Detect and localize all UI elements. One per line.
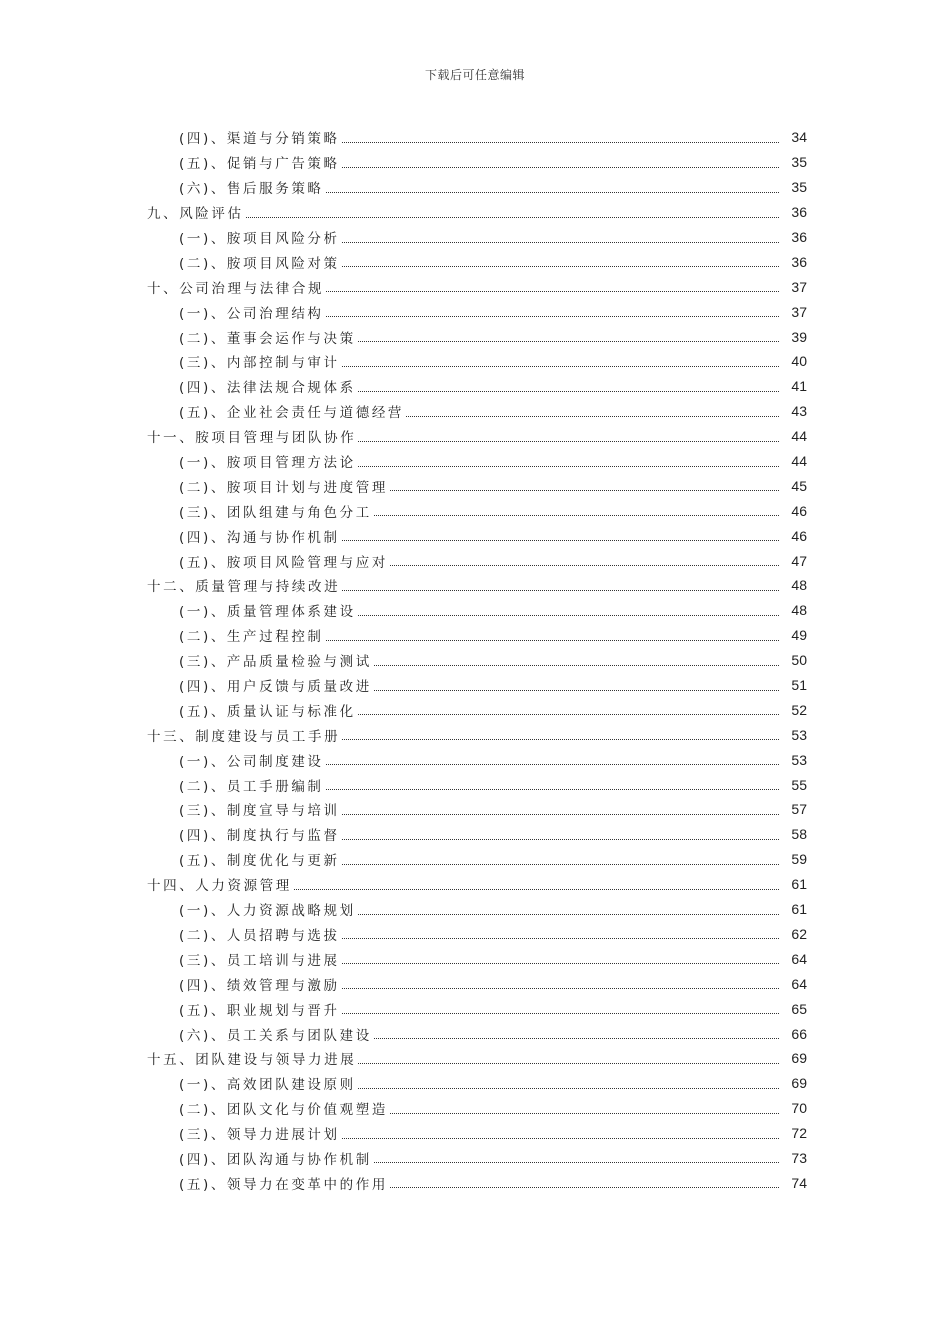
page-header: 下载后可任意编辑 xyxy=(424,68,525,82)
toc-page-number: 35 xyxy=(791,154,807,171)
toc-chapter-entry[interactable] xyxy=(0,573,950,598)
toc-entry-title: (三)、团队组建与角色分工 xyxy=(179,504,372,521)
toc-dot-leader xyxy=(326,640,779,641)
toc-section-entry[interactable] xyxy=(0,1071,950,1096)
toc-dot-leader xyxy=(342,988,779,989)
toc-page-number: 48 xyxy=(791,602,807,619)
toc-page-number: 64 xyxy=(791,975,807,992)
toc-page-number: 66 xyxy=(791,1025,807,1042)
toc-section-entry[interactable] xyxy=(0,772,950,797)
toc-page-number: 37 xyxy=(791,303,807,320)
toc-dot-leader xyxy=(358,1088,779,1089)
toc-page-number: 36 xyxy=(791,204,807,221)
toc-section-entry[interactable] xyxy=(0,747,950,772)
toc-page-number: 35 xyxy=(791,179,807,196)
toc-section-entry[interactable] xyxy=(0,971,950,996)
toc-section-entry[interactable] xyxy=(0,249,950,274)
toc-dot-leader xyxy=(358,441,779,442)
toc-entry-title: (四)、制度执行与监督 xyxy=(179,828,340,845)
toc-section-entry[interactable] xyxy=(0,523,950,548)
toc-page-number: 64 xyxy=(791,950,807,967)
toc-page-number: 53 xyxy=(791,751,807,768)
toc-section-entry[interactable] xyxy=(0,996,950,1021)
toc-page-number: 62 xyxy=(791,925,807,942)
toc-section-entry[interactable] xyxy=(0,1021,950,1046)
toc-page-number: 61 xyxy=(791,901,807,918)
toc-section-entry[interactable] xyxy=(0,324,950,349)
toc-entry-title: (一)、胺项目管理方法论 xyxy=(179,455,356,472)
toc-page-number: 40 xyxy=(791,353,807,370)
toc-dot-leader xyxy=(342,167,779,168)
toc-entry-title: (二)、胺项目风险对策 xyxy=(179,255,340,272)
toc-entry-title: (三)、产品质量检验与测试 xyxy=(179,654,372,671)
toc-dot-leader xyxy=(406,416,779,417)
toc-entry-title: (三)、员工培训与进展 xyxy=(179,952,340,969)
toc-dot-leader xyxy=(358,714,779,715)
toc-section-entry[interactable] xyxy=(0,548,950,573)
toc-dot-leader xyxy=(342,1138,779,1139)
toc-page-number: 36 xyxy=(791,229,807,245)
toc-entry-title: (一)、高效团队建设原则 xyxy=(179,1077,356,1094)
toc-chapter-entry[interactable] xyxy=(0,722,950,747)
toc-page-number: 59 xyxy=(791,851,807,868)
toc-page-number: 44 xyxy=(791,453,807,470)
toc-section-entry[interactable] xyxy=(0,897,950,922)
toc-entry-title: 十三、制度建设与员工手册 xyxy=(147,728,341,745)
toc-entry-title: (六)、员工关系与团队建设 xyxy=(179,1027,372,1044)
toc-page-number: 51 xyxy=(791,677,807,694)
toc-page-number: 72 xyxy=(791,1125,807,1142)
toc-section-entry[interactable] xyxy=(0,473,950,498)
toc-dot-leader xyxy=(342,1013,779,1014)
toc-dot-leader xyxy=(342,142,779,143)
toc-entry-title: (四)、用户反馈与质量改进 xyxy=(179,679,372,696)
toc-dot-leader xyxy=(326,316,779,317)
toc-page-number: 50 xyxy=(791,652,807,669)
toc-chapter-entry[interactable] xyxy=(0,424,950,449)
toc-chapter-entry[interactable] xyxy=(0,200,950,225)
toc-section-entry[interactable] xyxy=(0,175,950,200)
toc-dot-leader xyxy=(342,366,779,367)
toc-dot-leader xyxy=(358,914,779,915)
toc-page-number: 61 xyxy=(791,876,807,893)
toc-page-number: 69 xyxy=(791,1050,807,1067)
toc-dot-leader xyxy=(294,889,779,890)
toc-entry-title: (五)、制度优化与更新 xyxy=(179,853,340,870)
toc-section-entry[interactable] xyxy=(0,673,950,698)
toc-entry-title: (二)、员工手册编制 xyxy=(179,778,324,795)
toc-section-entry[interactable] xyxy=(0,225,950,250)
toc-page-number: 34 xyxy=(791,129,807,146)
toc-chapter-entry[interactable] xyxy=(0,274,950,299)
toc-entry-title: (一)、质量管理体系建设 xyxy=(179,604,356,621)
toc-entry-title: (五)、领导力在变革中的作用 xyxy=(179,1176,388,1193)
toc-entry-title: (五)、企业社会责任与道德经营 xyxy=(179,405,405,422)
toc-entry-title: 十五、团队建设与领导力进展 xyxy=(147,1052,357,1069)
toc-dot-leader xyxy=(390,565,779,566)
toc-dot-leader xyxy=(326,764,779,765)
toc-page-number: 37 xyxy=(791,278,807,295)
toc-entry-title: (三)、内部控制与审计 xyxy=(179,355,340,372)
toc-entry-title: (四)、沟通与协作机制 xyxy=(179,529,340,546)
toc-dot-leader xyxy=(374,1162,779,1163)
toc-dot-leader xyxy=(358,466,779,467)
toc-section-entry[interactable] xyxy=(0,623,950,648)
toc-section-entry[interactable] xyxy=(0,299,950,324)
toc-entry-title: 十一、胺项目管理与团队协作 xyxy=(147,430,357,447)
toc-section-entry[interactable] xyxy=(0,598,950,623)
toc-section-entry[interactable] xyxy=(0,1121,950,1146)
toc-section-entry[interactable] xyxy=(0,797,950,822)
toc-page-number: 55 xyxy=(791,776,807,793)
toc-entry-title: (五)、质量认证与标准化 xyxy=(179,703,356,720)
toc-dot-leader xyxy=(326,789,779,790)
toc-dot-leader xyxy=(342,739,779,740)
toc-section-entry[interactable] xyxy=(0,125,950,150)
toc-dot-leader xyxy=(342,540,779,541)
toc-section-entry[interactable] xyxy=(0,150,950,175)
toc-dot-leader xyxy=(342,864,779,865)
toc-dot-leader xyxy=(342,242,779,243)
toc-dot-leader xyxy=(358,615,779,616)
toc-entry-title: (一)、公司治理结构 xyxy=(179,305,324,322)
toc-dot-leader xyxy=(342,839,779,840)
table-of-contents xyxy=(0,125,950,1195)
toc-section-entry[interactable] xyxy=(0,449,950,474)
toc-page-number: 65 xyxy=(791,1000,807,1017)
toc-entry-title: (四)、绩效管理与激励 xyxy=(179,977,340,994)
toc-page-number: 53 xyxy=(791,726,807,743)
toc-dot-leader xyxy=(358,1063,779,1064)
toc-dot-leader xyxy=(374,1038,779,1039)
toc-dot-leader xyxy=(326,291,779,292)
toc-chapter-entry[interactable] xyxy=(0,1046,950,1071)
toc-section-entry[interactable] xyxy=(0,1146,950,1171)
toc-entry-title: (五)、职业规划与晋升 xyxy=(179,1002,340,1019)
toc-dot-leader xyxy=(342,938,779,939)
toc-page-number: 45 xyxy=(791,477,807,494)
toc-section-entry[interactable] xyxy=(0,349,950,374)
toc-entry-title: (一)、公司制度建设 xyxy=(179,753,324,770)
toc-dot-leader xyxy=(246,217,779,218)
toc-entry-title: (六)、售后服务策略 xyxy=(179,181,324,198)
toc-dot-leader xyxy=(358,391,779,392)
toc-page-number: 44 xyxy=(791,428,807,445)
toc-entry-title: (一)、人力资源战略规划 xyxy=(179,903,356,920)
toc-page-number: 52 xyxy=(791,701,807,718)
toc-page-number: 49 xyxy=(791,627,807,644)
toc-dot-leader xyxy=(326,192,779,193)
toc-entry-title: (二)、董事会运作与决策 xyxy=(179,330,356,347)
toc-entry-title: 十四、人力资源管理 xyxy=(147,878,292,895)
toc-entry-title: (二)、团队文化与价值观塑造 xyxy=(179,1102,388,1119)
toc-dot-leader xyxy=(342,814,779,815)
toc-section-entry[interactable] xyxy=(0,1096,950,1121)
toc-entry-title: (二)、胺项目计划与进度管理 xyxy=(179,479,388,496)
toc-page-number: 74 xyxy=(791,1174,807,1191)
toc-section-entry[interactable] xyxy=(0,922,950,947)
toc-dot-leader xyxy=(374,690,779,691)
toc-page-number: 46 xyxy=(791,527,807,544)
toc-entry-title: (二)、生产过程控制 xyxy=(179,629,324,646)
toc-dot-leader xyxy=(374,665,779,666)
toc-chapter-entry[interactable] xyxy=(0,872,950,897)
toc-page-number: 46 xyxy=(791,502,807,519)
toc-section-entry[interactable] xyxy=(0,498,950,523)
toc-page-number: 47 xyxy=(791,552,807,569)
toc-dot-leader xyxy=(358,341,779,342)
toc-page-number: 69 xyxy=(791,1075,807,1092)
toc-section-entry[interactable] xyxy=(0,399,950,424)
toc-section-entry[interactable] xyxy=(0,822,950,847)
toc-dot-leader xyxy=(390,490,779,491)
toc-page-number: 43 xyxy=(791,403,807,420)
toc-dot-leader xyxy=(342,266,779,267)
toc-section-entry[interactable] xyxy=(0,946,950,971)
toc-entry-title: (三)、领导力进展计划 xyxy=(179,1127,340,1144)
toc-entry-title: (一)、胺项目风险分析 xyxy=(179,231,340,247)
toc-entry-title: (三)、制度宣导与培训 xyxy=(179,803,340,820)
toc-page-number: 57 xyxy=(791,801,807,818)
toc-entry-title: 十二、质量管理与持续改进 xyxy=(147,579,341,596)
toc-page-number: 58 xyxy=(791,826,807,843)
toc-entry-title: (五)、促销与广告策略 xyxy=(179,156,340,173)
toc-entry-title: 十、公司治理与法律合规 xyxy=(147,280,325,297)
toc-entry-title: (二)、人员招聘与选拔 xyxy=(179,927,340,944)
toc-dot-leader xyxy=(342,590,779,591)
toc-section-entry[interactable] xyxy=(0,648,950,673)
toc-page-number: 73 xyxy=(791,1149,807,1166)
toc-entry-title: (四)、渠道与分销策略 xyxy=(179,131,340,148)
toc-page-number: 48 xyxy=(791,577,807,594)
toc-dot-leader xyxy=(374,515,779,516)
toc-page-number: 39 xyxy=(791,328,807,345)
toc-dot-leader xyxy=(342,963,779,964)
toc-page-number: 70 xyxy=(791,1100,807,1117)
toc-section-entry[interactable] xyxy=(0,697,950,722)
toc-section-entry[interactable] xyxy=(0,374,950,399)
toc-entry-title: 九、风险评估 xyxy=(147,206,244,223)
toc-dot-leader xyxy=(390,1187,779,1188)
toc-section-entry[interactable] xyxy=(0,1170,950,1195)
toc-page-number: 36 xyxy=(791,253,807,270)
toc-entry-title: (五)、胺项目风险管理与应对 xyxy=(179,554,388,571)
toc-entry-title: (四)、法律法规合规体系 xyxy=(179,380,356,397)
toc-section-entry[interactable] xyxy=(0,847,950,872)
toc-entry-title: (四)、团队沟通与协作机制 xyxy=(179,1151,372,1168)
toc-dot-leader xyxy=(390,1113,779,1114)
toc-page-number: 41 xyxy=(791,378,807,395)
